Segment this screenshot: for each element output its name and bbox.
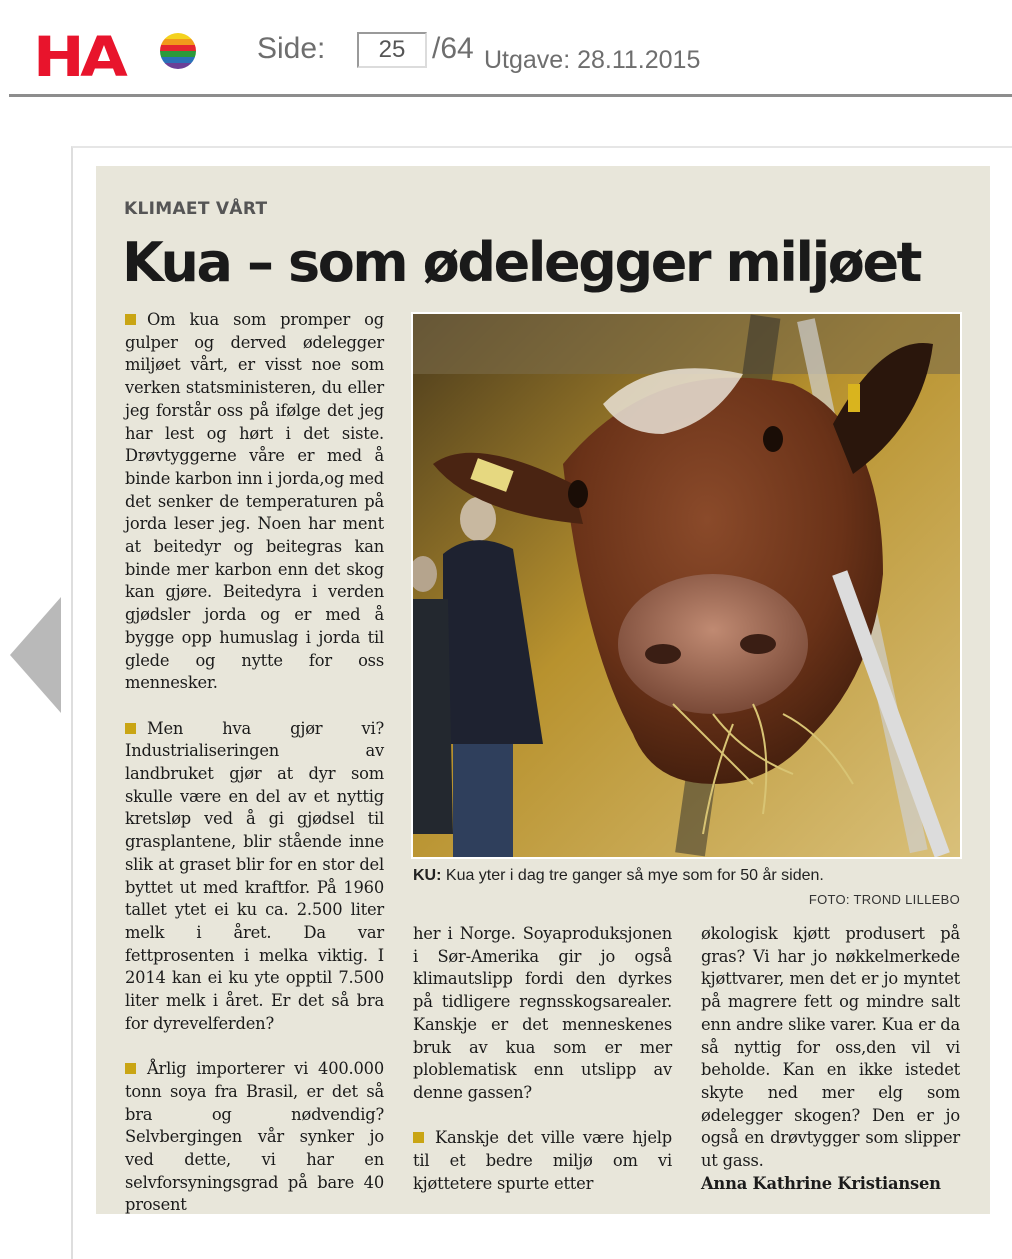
edition-date: Utgave: 28.11.2015 (484, 46, 701, 74)
bullet-icon (125, 1063, 136, 1074)
author-signature: Anna Kathrine Kristiansen (701, 1173, 941, 1193)
logo-sun-icon (160, 33, 196, 69)
logo-text: HA (33, 25, 124, 89)
article-kicker: KLIMAET VÅRT (124, 199, 268, 219)
bullet-icon (125, 314, 136, 325)
cow-illustration (413, 314, 960, 857)
cow-photo (413, 314, 960, 857)
photo-credit: FOTO: TROND LILLEBO (808, 892, 960, 907)
paragraph: Årlig importerer vi 400.000 tonn soya fra Brasil, er det så bra og nødvendig? Selvbergingen vår synker jo ved dette, vi har en selvforsyningsgrad på bare 40 prosent (125, 1059, 384, 1215)
page-number-input[interactable] (357, 32, 427, 68)
bullet-icon (413, 1132, 424, 1143)
previous-page-arrow-icon[interactable] (10, 597, 61, 713)
header-divider (9, 94, 1012, 97)
article-column-1 (125, 309, 384, 1217)
paragraph: her i Norge. Soyaproduksjonen i Sør-Amerika gir jo også klimautslipp fordi den dyrkes på tidligere regnsskogsarealer. Kanskje er det menneskenes bruk av kua som er mer ploblematisk enn utslipp av denne gassen? (413, 924, 672, 1102)
paragraph: Men hva gjør vi? Industrialiseringen av landbruket gjør at dyr som skulle være en del av et nyttig kretsløp ved å gi gjødsel til grasplantene, blir stående inne slik at graset blir for en stor del byttet ut med kraftfor. På 1960 tallet ytet ei ku ca. 2.500 liter melk i året. Da var fettprosenten i melka viktig. I 2014 kan ei ku yte opptil 7.500 liter melk i året. Er det så bra for dyrevelferden? (125, 718, 384, 1033)
paragraph: økologisk kjøtt produsert på gras? Vi har jo nøkkelmerkede kjøttvarer, men det er jo myntet på magrere fett og mindre salt enn andre slike varer. Kua er da så nyttig for oss,den vil vi beholde. Kan en ikke istedet skyte ned mer elg som ødelegger skogen? Den er jo også en drøvtygger som slipper ut gass. (701, 924, 960, 1171)
paragraph: Om kua som promper og gulper og derved ødelegger miljøet vårt, er visst noe som verken statsministeren, du eller jeg forstår oss på ifølge det jeg har lest og hørt i det siste. Drøvtyggerne våre er med å binde karbon inn i jorda,og med det senker de temperaturen på jorda leser jeg. Noen har ment at beitedyr og beitegras kan binde mer karbon enn det skog kan gjøre. Beitedyra i verden gjødsler jorda og er med å bygge opp humuslag i jorda til glede og nytte for oss mennesker. (125, 310, 384, 693)
bullet-icon (125, 723, 136, 734)
photo-caption (413, 867, 960, 885)
paragraph: Kanskje det ville være hjelp til et bedre miljø om vi kjøttetere spurte etter (413, 1128, 672, 1193)
page-total: /64 (432, 32, 474, 65)
article-headline: Kua – som ødelegger miljøet (122, 231, 921, 294)
caption-label: KU: (413, 867, 442, 884)
article-column-2 (413, 923, 672, 1195)
article-column-3 (701, 923, 960, 1195)
ha-logo[interactable] (33, 25, 195, 89)
page-label: Side: (257, 32, 326, 65)
caption-text: Kua yter i dag tre ganger så mye som for 50 år siden. (445, 867, 824, 884)
